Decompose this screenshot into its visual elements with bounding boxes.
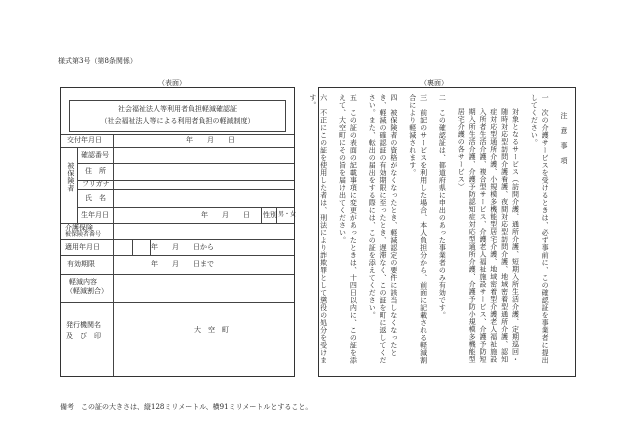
form-number: 様式第3号（第8条関係）	[58, 57, 137, 65]
issuer-label-2: 及 び 印	[66, 332, 101, 340]
reduction-label-1: 軽減内容	[69, 278, 97, 286]
certificate-title-box	[69, 100, 286, 132]
expiry-label: 有効期限	[67, 260, 95, 268]
issuer-label-1: 発行機関名	[66, 321, 101, 329]
note-item-4: 四 被保険者の資格がなくなったとき、軽減認定の要件に該当しなくなったとき、軽減の確認証の有効期限に至ったとき、遅滞なく、この証を町に返してください。また、転出の届出をする際には、この証を添えてください。	[368, 94, 398, 364]
note-item-6: 六 不正にこの証を使用した者は、刑法により詐欺罪として懲役の処分を受けます。	[308, 94, 328, 364]
certificate-table	[61, 134, 297, 376]
certificate-subtitle: （社会福祉法人等による利用者負担の軽減制度）	[100, 117, 255, 126]
birthdate-value: 年 月 日	[201, 211, 250, 219]
sex-value: 男・女	[278, 211, 297, 218]
note-item-1: 一 次の介護サービスを受けるときは、必ず事前に、この確認証を事業者に提出してください。	[530, 94, 550, 364]
certificate-back	[308, 87, 576, 377]
certificate-title: 社会福祉法人等利用者負担軽減確認証	[118, 105, 237, 113]
address-label: 住 所	[85, 167, 106, 175]
start-date-value: 年 月 日から	[151, 243, 214, 251]
reduction-label-2: （軽減割合）	[66, 287, 108, 295]
back-label: （裏面）	[420, 79, 448, 87]
furigana-label: フリガナ	[82, 180, 110, 188]
notes-heading: 注 意 事 項	[560, 112, 568, 165]
sex-label: 性別	[263, 211, 277, 219]
name-label: 氏 名	[85, 194, 106, 202]
issue-date-value: 年 月 日	[186, 136, 235, 144]
footer-note: 備考 この証の大きさは、縦128ミリメートル、横91ミリメートルとすること。	[60, 403, 313, 411]
issuer-value: 大 空 町	[194, 326, 229, 334]
front-label: （表面）	[158, 79, 186, 87]
note-item-1b: 対象となるサービス（訪問介護、通所介護、短期入所生活介護、定期巡回・随時対応型訪問介護看護、夜間対応型訪問介護、地域密着型通所介護、認知症対応型通所介護、小規模多機能型居宅介護、地域密着型介護老人福祉施設入所者生活介護、複合型サービス、介護老人福祉施設サービス、介護予防短期入所生活介護、介護予防認知症対応型通所介護、介護予防小規模多機能型居宅介護の各サービス）	[457, 108, 520, 363]
note-item-3: 三 前記のサービスを利用した場合、本人負担分から、前面に記載される軽減割合により軽減されます。	[408, 94, 428, 364]
birthdate-label: 生年月日	[81, 211, 109, 219]
start-date-label: 適用年月日	[65, 243, 100, 251]
confirmation-number-label: 確認番号	[81, 151, 109, 159]
insurer-label-2: 被保険者番号	[65, 231, 102, 238]
note-item-2: 二 この確認証は、都道府県に申出のあった事業者のみ有効です。	[438, 94, 447, 319]
note-item-5: 五 この証の表面の記載事項に変更があったときは、十四日以内に、この証を添えて、大空町にその旨を届け出てください。	[338, 94, 358, 364]
notes-columns	[307, 94, 569, 370]
insured-group-label: 被保険者	[66, 162, 75, 192]
insurer-label-1: 介護保険	[65, 224, 93, 232]
certificate-front	[60, 87, 295, 377]
expiry-value: 年 月 日まで	[151, 260, 214, 268]
issue-date-label: 交付年月日	[67, 136, 102, 144]
